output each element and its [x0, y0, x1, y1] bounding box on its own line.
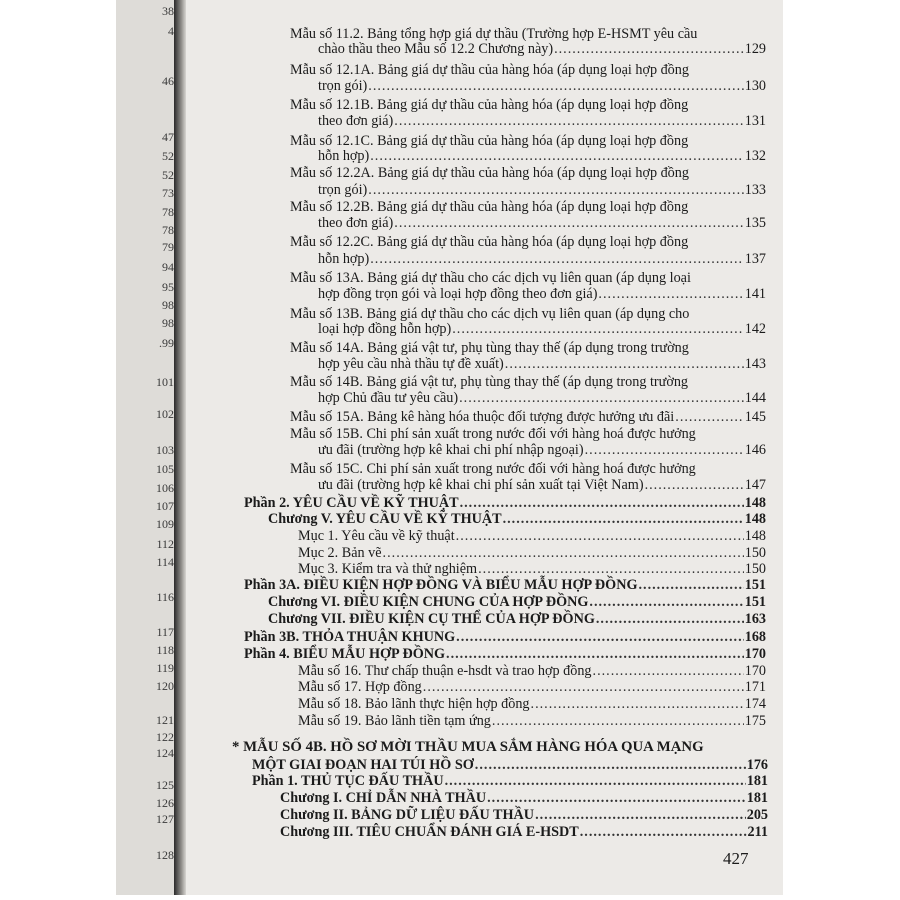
toc-entry: Mẫu số 14A. Bảng giá vật tư, phụ tùng thay thế (áp dụng trong trường: [290, 340, 689, 356]
toc-entry: trọn gói) ..... 133: [318, 182, 766, 199]
book-photo: [116, 0, 783, 895]
page-ref: 175: [744, 713, 766, 729]
toc-entry: theo đơn giá) ..... 131: [318, 113, 766, 130]
toc-part-heading: Phần 4. BIỂU MẪU HỢP ĐỒNG ..... 170: [244, 646, 766, 663]
toc-entry: hỗn hợp) ..... 137: [318, 251, 766, 268]
page-ref: 147: [744, 477, 766, 493]
page-ref: 148: [744, 528, 766, 544]
toc-entry: Mục 2. Bản vẽ ..... 150: [298, 545, 766, 562]
edge-number: 126: [156, 796, 174, 810]
page-ref: 150: [744, 561, 766, 577]
toc-entry: theo đơn giá) ..... 135: [318, 215, 766, 232]
edge-number: 78: [162, 205, 174, 219]
page-ref: 148: [744, 495, 766, 511]
edge-number: 112: [156, 537, 174, 551]
toc-entry: Mẫu số 17. Hợp đồng ..... 171: [298, 679, 766, 696]
page-ref: 151: [744, 594, 766, 610]
edge-number: 127: [156, 812, 174, 826]
toc-entry: trọn gói) ..... 130: [318, 78, 766, 95]
edge-number: 78: [162, 223, 174, 237]
page-ref: 205: [746, 807, 768, 823]
edge-number: 98: [162, 298, 174, 312]
edge-number: 107: [156, 499, 174, 513]
edge-number: 98: [162, 316, 174, 330]
toc-section-heading: MỘT GIAI ĐOẠN HAI TÚI HỒ SƠ ..... 176: [252, 757, 768, 774]
edge-number: 102: [156, 407, 174, 421]
edge-number: 4: [168, 24, 174, 38]
page-ref: 143: [744, 356, 766, 372]
page-ref: 129: [744, 41, 766, 57]
toc-entry: Mẫu số 15B. Chi phí sản xuất trong nước đối với hàng hoá được hưởng: [290, 426, 696, 442]
toc-entry: Mẫu số 15C. Chi phí sản xuất trong nước đối với hàng hoá được hưởng: [290, 461, 696, 477]
edge-number: 109: [156, 517, 174, 531]
toc-entry: ưu đãi (trường hợp kê khai chi phí nhập ngoại) ..... 146: [318, 442, 766, 459]
book-gutter: [174, 0, 186, 895]
page-ref: 151: [744, 577, 766, 593]
toc-entry: Mẫu số 16. Thư chấp thuận e-hsdt và trao hợp đồng ..... 170: [298, 663, 766, 680]
toc-entry: Mẫu số 11.2. Bảng tổng hợp giá dự thầu (Trường hợp E-HSMT yêu cầu: [290, 26, 698, 42]
edge-number: 125: [156, 778, 174, 792]
toc-part-heading: Phần 2. YÊU CẦU VỀ KỸ THUẬT ..... 148: [244, 495, 766, 512]
page-ref: 181: [746, 773, 768, 789]
toc-entry: Mẫu số 12.2B. Bảng giá dự thầu của hàng hóa (áp dụng loại hợp đồng: [290, 199, 689, 215]
toc-entry: hợp yêu cầu nhà thầu tự đề xuất) ..... 143: [318, 356, 766, 373]
toc-entry: ưu đãi (trường hợp kê khai chi phí sản xuất tại Việt Nam) ..... 147: [318, 477, 766, 494]
toc-entry: Mẫu số 18. Bảo lãnh thực hiện hợp đồng ..... 174: [298, 696, 766, 713]
page-ref: 137: [744, 251, 766, 267]
edge-number: 95: [162, 280, 174, 294]
edge-number: 79: [162, 240, 174, 254]
edge-number: 117: [156, 625, 174, 639]
page-ref: 133: [744, 182, 766, 198]
edge-number: 46: [162, 74, 174, 88]
page-ref: 142: [744, 321, 766, 337]
page-ref: 211: [747, 824, 768, 840]
page-ref: 174: [744, 696, 766, 712]
edge-number: 120: [156, 679, 174, 693]
page-ref: 176: [746, 757, 768, 773]
page-ref: 148: [744, 511, 766, 527]
toc-chapter-heading: Chương VI. ĐIỀU KIỆN CHUNG CỦA HỢP ĐỒNG ..... 151: [268, 594, 766, 611]
toc-entry: hợp Chủ đầu tư yêu cầu) ..... 144: [318, 390, 766, 407]
toc-chapter-heading: Chương II. BẢNG DỮ LIỆU ĐẤU THẦU ..... 205: [280, 807, 768, 824]
toc-entry: Mẫu số 12.1A. Bảng giá dự thầu của hàng hóa (áp dụng loại hợp đồng: [290, 62, 689, 78]
toc-entry: hỗn hợp) ..... 132: [318, 148, 766, 165]
left-page-edge: [116, 0, 176, 895]
toc-chapter-heading: Chương III. TIÊU CHUẨN ĐÁNH GIÁ E-HSDT ..... 211: [280, 824, 768, 841]
edge-number: 103: [156, 443, 174, 457]
page-ref: 135: [744, 215, 766, 231]
edge-number: 47: [162, 130, 174, 144]
edge-number: 122: [156, 730, 174, 744]
toc-page: [186, 0, 783, 895]
toc-entry: Mẫu số 14B. Bảng giá vật tư, phụ tùng thay thế (áp dụng trong trường: [290, 374, 689, 390]
toc-entry: Mẫu số 13A. Bảng giá dự thầu cho các dịch vụ liên quan (áp dụng loại: [290, 270, 691, 286]
toc-chapter-heading: Chương V. YÊU CẦU VỀ KỸ THUẬT ..... 148: [268, 511, 766, 528]
page-ref: 130: [744, 78, 766, 94]
toc-chapter-heading: Chương I. CHỈ DẪN NHÀ THẦU ..... 181: [280, 790, 768, 807]
toc-entry: hợp đồng trọn gói và loại hợp đồng theo đơn giá) ..... 141: [318, 286, 766, 303]
edge-number: 128: [156, 848, 174, 862]
edge-number: 119: [156, 661, 174, 675]
page-ref: 163: [744, 611, 766, 627]
edge-number: 101: [156, 375, 174, 389]
page-ref: 144: [744, 390, 766, 406]
edge-number: 106: [156, 481, 174, 495]
page-ref: 170: [744, 663, 766, 679]
toc-entry: chào thầu theo Mẫu số 12.2 Chương này) ..... 129: [318, 41, 766, 58]
edge-number: 105: [156, 462, 174, 476]
page-ref: 170: [744, 646, 766, 662]
toc-entry: Mẫu số 13B. Bảng giá dự thầu cho các dịch vụ liên quan (áp dụng cho: [290, 306, 690, 322]
page-ref: 141: [744, 286, 766, 302]
edge-number: 52: [162, 168, 174, 182]
toc-entry: Mẫu số 15A. Bảng kê hàng hóa thuộc đối tượng được hưởng ưu đãi ..... 145: [290, 409, 766, 426]
page-ref: 150: [744, 545, 766, 561]
edge-number: 94: [162, 260, 174, 274]
toc-entry: Mẫu số 12.1B. Bảng giá dự thầu của hàng hóa (áp dụng loại hợp đồng: [290, 97, 689, 113]
toc-chapter-heading: Chương VII. ĐIỀU KIỆN CỤ THỂ CỦA HỢP ĐỒNG ..... 163: [268, 611, 766, 628]
page-ref: 181: [746, 790, 768, 806]
page-ref: 131: [744, 113, 766, 129]
edge-number: 121: [156, 713, 174, 727]
edge-number: .99: [159, 336, 174, 350]
edge-number: 38: [162, 4, 174, 18]
toc-entry: Mẫu số 12.2C. Bảng giá dự thầu của hàng hóa (áp dụng loại hợp đồng: [290, 234, 689, 250]
toc-entry: Mục 3. Kiểm tra và thử nghiệm ..... 150: [298, 561, 766, 578]
toc-entry: Mẫu số 19. Bảo lãnh tiền tạm ứng ..... 175: [298, 713, 766, 730]
toc-entry: Mẫu số 12.1C. Bảng giá dự thầu của hàng hóa (áp dụng loại hợp đồng: [290, 133, 689, 149]
page-ref: 171: [744, 679, 766, 695]
edge-number: 116: [156, 590, 174, 604]
edge-number: 124: [156, 746, 174, 760]
page-ref: 146: [744, 442, 766, 458]
toc-part-heading: Phần 3B. THỎA THUẬN KHUNG ..... 168: [244, 629, 766, 646]
toc-entry: loại hợp đồng hỗn hợp) ..... 142: [318, 321, 766, 338]
edge-number: 114: [156, 555, 174, 569]
page-ref: 145: [744, 409, 766, 425]
toc-part-heading: Phần 3A. ĐIỀU KIỆN HỢP ĐỒNG VÀ BIỂU MẪU HỢP ĐỒNG ..... 151: [244, 577, 766, 594]
page-number: 427: [723, 849, 749, 868]
toc-section-heading: * MẪU SỐ 4B. HỒ SƠ MỜI THẦU MUA SẮM HÀNG HÓA QUA MẠNG: [232, 739, 704, 755]
toc-entry: Mục 1. Yêu cầu về kỹ thuật ..... 148: [298, 528, 766, 545]
edge-number: 52: [162, 149, 174, 163]
page-ref: 132: [744, 148, 766, 164]
toc-entry: Mẫu số 12.2A. Bảng giá dự thầu của hàng hóa (áp dụng loại hợp đồng: [290, 165, 689, 181]
toc-part-heading: Phần 1. THỦ TỤC ĐẤU THẦU ..... 181: [252, 773, 768, 790]
page-ref: 168: [744, 629, 766, 645]
edge-number: 73: [162, 186, 174, 200]
edge-number: 118: [156, 643, 174, 657]
